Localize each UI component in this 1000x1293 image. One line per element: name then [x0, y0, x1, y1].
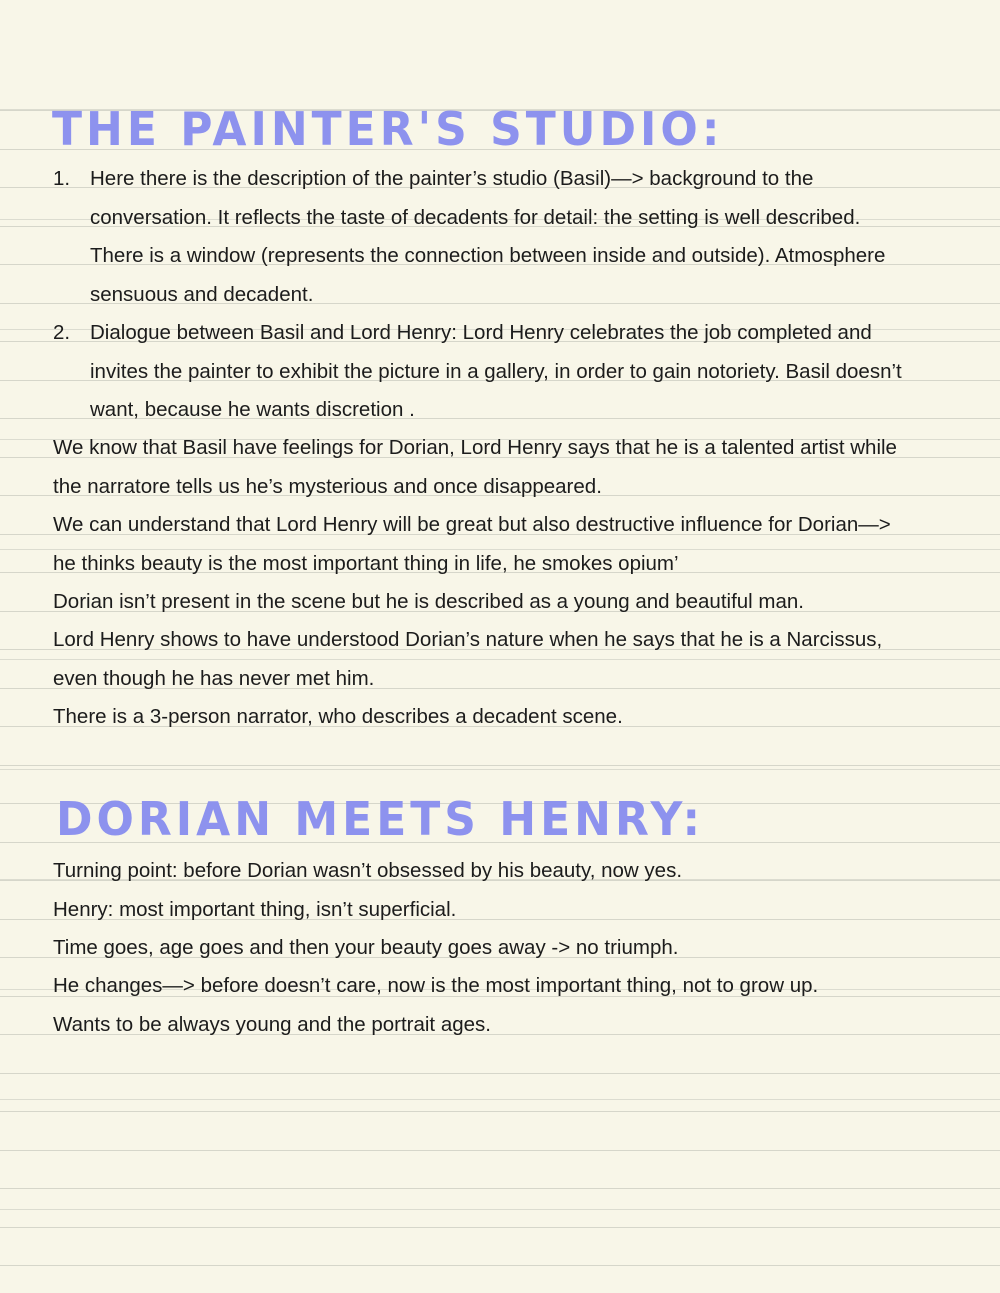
ruled-line: [0, 1188, 1000, 1189]
paragraph-line: the narratore tells us he’s mysterious and once disappeared.: [53, 474, 602, 498]
paragraph-line: he thinks beauty is the most important thing in life, he smokes opium’: [53, 551, 679, 575]
list-item-line: There is a window (represents the connection between inside and outside). Atmosphere: [90, 244, 886, 267]
list-item-line: sensuous and decadent.: [90, 282, 314, 306]
ruled-line: [0, 1111, 1000, 1112]
section-heading-painters-studio: THE PAINTER'S STUDIO:: [52, 103, 724, 157]
list-item-line: want, because he wants discretion .: [90, 398, 415, 421]
paragraph-line: We know that Basil have feelings for Dorian, Lord Henry says that he is a talented artist while: [53, 436, 897, 459]
list-item-line: conversation. It reflects the taste of decadents for detail: the setting is well described.: [90, 205, 861, 229]
paragraph-line: He changes—> before doesn’t care, now is the most important thing, not to grow up.: [53, 974, 819, 997]
paragraph-line: Turning point: before Dorian wasn’t obsessed by his beauty, now yes.: [53, 859, 683, 882]
list-number: 2.: [53, 321, 71, 344]
paragraph-line: even though he has never met him.: [53, 666, 375, 690]
ruled-line: [0, 1227, 1000, 1228]
ruled-line: [0, 1265, 1000, 1266]
paragraph-line: Time goes, age goes and then your beauty goes away -> no triumph.: [53, 936, 679, 959]
paragraph-line: Lord Henry shows to have understood Dorian’s nature when he says that he is a Narcissus,: [53, 628, 883, 651]
list-item-line: Dialogue between Basil and Lord Henry: Lord Henry celebrates the job completed and: [90, 321, 872, 344]
section-heading-dorian-meets-henry: DORIAN MEETS HENRY:: [56, 793, 705, 847]
ruled-line: [0, 1073, 1000, 1074]
ruled-line: [0, 1150, 1000, 1151]
paragraph-line: Wants to be always young and the portrait ages.: [53, 1012, 491, 1036]
ruled-line: [0, 765, 1000, 766]
paragraph-line: Henry: most important thing, isn’t superficial.: [53, 897, 457, 921]
list-number: 1.: [53, 167, 71, 190]
paragraph-line: We can understand that Lord Henry will be great but also destructive influence for Dorian—>: [53, 513, 891, 536]
paragraph-line: Dorian isn’t present in the scene but he is described as a young and beautiful man.: [53, 590, 804, 613]
paragraph-line: There is a 3-person narrator, who describes a decadent scene.: [53, 705, 623, 728]
list-item-line: invites the painter to exhibit the picture in a gallery, in order to gain notoriety. Basil doesn’t: [90, 359, 902, 383]
list-item-line: Here there is the description of the painter’s studio (Basil)—> background to the: [90, 167, 814, 190]
